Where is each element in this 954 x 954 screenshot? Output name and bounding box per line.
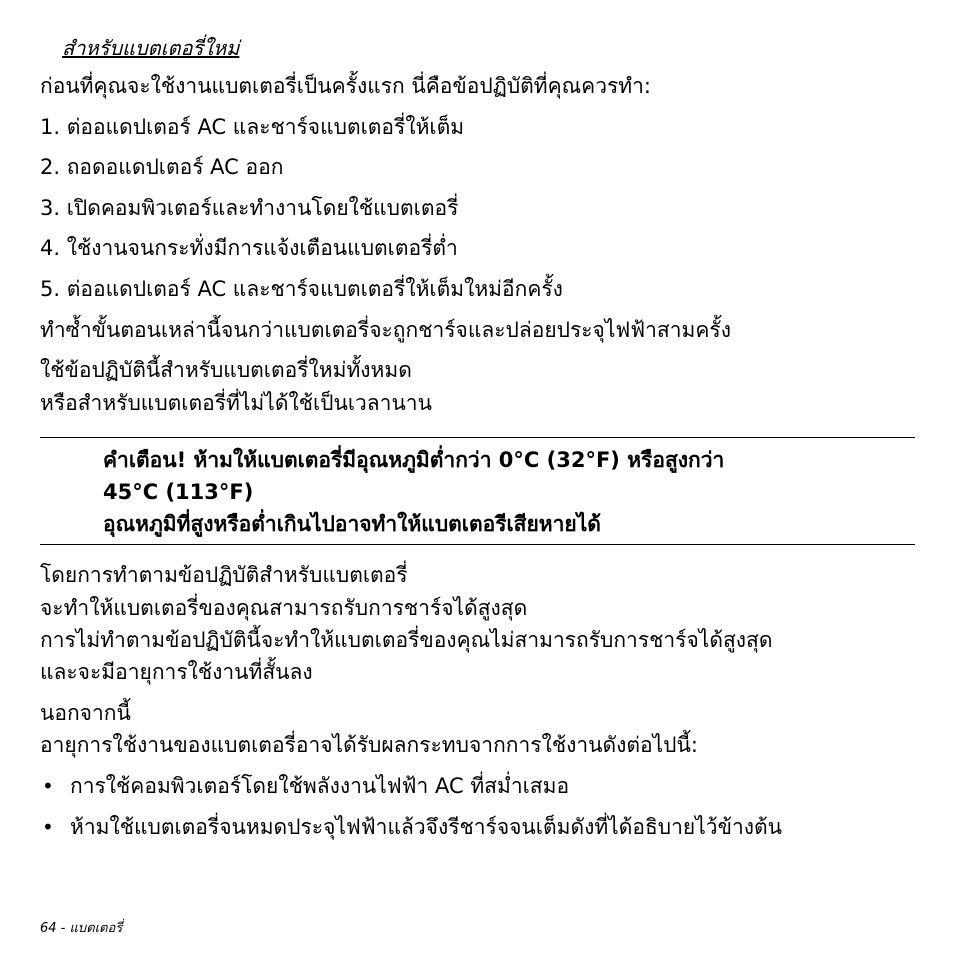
apply-line-1: ใช้ข้อปฏิบัตินี้สำหรับแบตเตอรี่ใหม่ทั้งหมด (40, 358, 412, 382)
bullet-item-1: การใช้คอมพิวเตอร์โดยใช้พลังงานไฟฟ้า AC ที่สม่ำเสมอ (70, 774, 570, 798)
repeat-text: ทำซ้ำขั้นตอนเหล่านี้จนกว่าแบตเตอรี่จะถูกชาร์จและปล่อยประจุไฟฟ้าสามครั้ง (40, 318, 731, 342)
follow-line-2: จะทำให้แบตเตอรี่ของคุณสามารถรับการชาร์จได้สูงสุด (40, 596, 528, 620)
step-1: 1. ต่ออแดปเตอร์ AC และชาร์จแบตเตอรี่ให้เต็ม (40, 115, 465, 139)
also-line-2: อายุการใช้งานของแบตเตอรี่อาจได้รับผลกระทบจากการใช้งานดังต่อไปนี้: (40, 733, 698, 757)
also-line-1: นอกจากนี้ (40, 701, 131, 725)
follow-line-1: โดยการทำตามข้อปฏิบัติสำหรับแบตเตอรี่ (40, 563, 408, 587)
step-5: 5. ต่ออแดปเตอร์ AC และชาร์จแบตเตอรี่ให้เต็มใหม่อีกครั้ง (40, 277, 563, 301)
apply-line-2: หรือสำหรับแบตเตอรี่ที่ไม่ได้ใช้เป็นเวลานาน (40, 391, 432, 415)
follow-line-3: การไม่ทำตามข้อปฏิบัตินี้จะทำให้แบตเตอรี่ของคุณไม่สามารถรับการชาร์จได้สูงสุด (40, 628, 773, 652)
warning-line-2: 45°C (113°F) (103, 480, 254, 504)
step-4: 4. ใช้งานจนกระทั่งมีการแจ้งเตือนแบตเตอรี่ต่ำ (40, 236, 458, 260)
bullet-dot-2: • (42, 815, 54, 839)
bullet-item-2: ห้ามใช้แบตเตอรี่จนหมดประจุไฟฟ้าแล้วจึงรีชาร์จจนเต็มดังที่ได้อธิบายไว้ข้างต้น (70, 815, 782, 839)
intro-text: ก่อนที่คุณจะใช้งานแบตเตอรี่เป็นครั้งแรก นี่คือข้อปฏิบัติที่คุณควรทำ: (40, 74, 651, 98)
step-2: 2. ถอดอแดปเตอร์ AC ออก (40, 155, 284, 179)
page-footer: 64 - แบตเตอรี่ (40, 921, 123, 936)
warning-top-rule (40, 437, 915, 438)
section-heading: สำหรับแบตเตอรี่ใหม่ (62, 36, 240, 60)
warning-bottom-rule (40, 544, 915, 545)
warning-line-3: อุณหภูมิที่สูงหรือต่ำเกินไปอาจทำให้แบตเตอรีเสียหายได้ (103, 512, 601, 536)
warning-line-1: คำเตือน! ห้ามให้แบตเตอรี่มีอุณหภูมิต่ำกว่า 0°C (32°F) หรือสูงกว่า (103, 448, 725, 472)
step-3: 3. เปิดคอมพิวเตอร์และทำงานโดยใช้แบตเตอรี่ (40, 196, 459, 220)
follow-line-4: และจะมีอายุการใช้งานที่สั้นลง (40, 660, 313, 684)
bullet-dot-1: • (42, 774, 54, 798)
